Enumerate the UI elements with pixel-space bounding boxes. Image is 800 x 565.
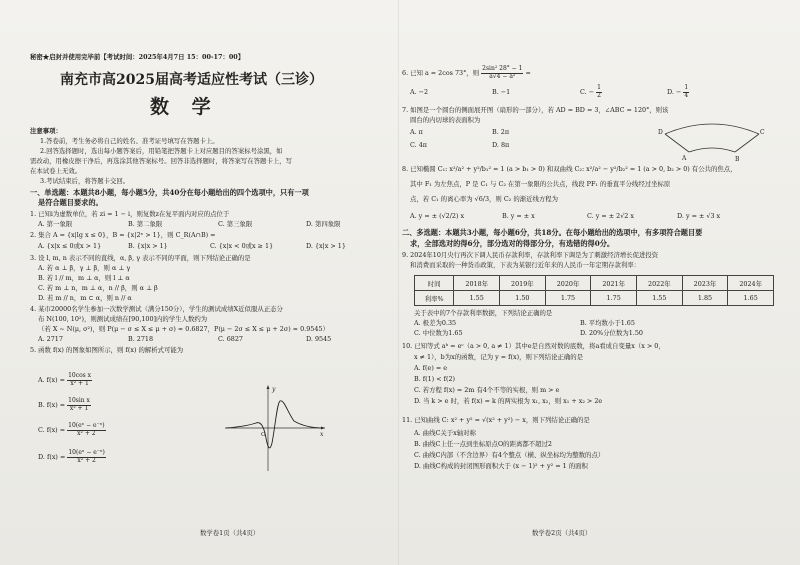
table-header-cell: 2020年: [545, 276, 591, 291]
q5-b-numerator: 10sin x: [68, 397, 90, 404]
q4-option: A. 2717: [38, 335, 63, 343]
q1-stem: 1. 已知i为虚数单位，若 zi = 1 − i，则复数z在复平面内对应的点位于: [30, 210, 230, 218]
q7-option: C. 4π: [410, 141, 427, 149]
q8-line: 点，若 C₁ 的离心率为 √6/3，则 C₂ 的渐近线方程为: [410, 195, 559, 203]
page-fold: [398, 0, 399, 565]
q6-stem: 6. 已知 a = 2cos 73°，则 $\frac{\text{2sin² 28° − 1}}{\text{a√4 − a²}}$ =: [402, 65, 531, 80]
q10-option: C. 若方程 f(x) = 2m 有4个不等的实根，则 m > e: [414, 386, 560, 394]
q8-option: B. y = ± x: [502, 212, 535, 220]
exam-title: 南充市高2025届高考适应性考试（三诊）: [60, 72, 323, 88]
q6-option-d: D. − $\frac{1}{4}$: [667, 84, 689, 99]
q11-option: B. 曲线C上任一点到坐标原点O的距离都不超过2: [414, 440, 552, 448]
page-right: [402, 0, 782, 565]
q3-stem: 3. 设 l, m, n 表示不同的直线，α, β, γ 表示不同的平面，则下列结论正确的是: [30, 254, 251, 262]
table-row: [415, 291, 774, 306]
q6-option: A. −2: [410, 88, 429, 96]
q3-option: D. 若 m // n，m ⊂ α，则 n // α: [38, 294, 132, 302]
q5-d-numerator: 10(eˣ − e⁻ˣ): [68, 449, 105, 456]
y-axis-label: y: [272, 386, 276, 393]
section1-heading: 是符合题目要求的。: [38, 198, 103, 207]
q9-line: 9. 2024年10月央行再次下调人民币存款利率，存款利率下调是为了刺激经济增长促进投资: [402, 251, 659, 259]
notes-line: 需改动，用橡皮擦干净后，再选涂其他答案标号。回答非选择题时，将答案写在答题卡上，写: [30, 157, 293, 165]
footer-left: 数学卷1页（共4页）: [200, 529, 260, 537]
label-d: D: [658, 129, 663, 136]
q9-option: C. 中位数为1.65: [414, 329, 463, 337]
q5-option-c: C. f(x) = $\frac{\text{10(eˣ − e⁻ˣ)}}{\text{x² + 2}}$: [38, 422, 105, 437]
q5-function-graph: [220, 383, 330, 473]
q4-line: 布 N(100, 10²)，则测试成绩在[90,100]内的学生人数约为: [38, 315, 208, 323]
q2-option: C. {x|x < 0或x ≥ 1}: [210, 242, 274, 250]
q8-option: D. y = ± √3 x: [677, 212, 721, 220]
q8-line: 其中 F₁ 为左焦点，P 是 C₁ 与 C₂ 在第一象限的公共点，线段 PF₁ 的垂直平分线经过坐标原: [410, 180, 671, 188]
q10-option: A. f(e) = e: [414, 364, 448, 372]
q6-denominator: a√4 − a²: [489, 72, 516, 80]
q2-option: A. {x|x ≤ 0或x > 1}: [38, 242, 102, 250]
q6-numerator: 2sin² 28° − 1: [482, 65, 523, 72]
q1-option: D. 第四象限: [306, 220, 341, 228]
q7-line: 圆台的内切球的表面积为: [410, 116, 481, 124]
q4-line: 4. 某市20000名学生参加一次数学测试（满分150分），学生的测试成绩X近似服从正态分: [30, 305, 283, 313]
q10-option: D. 当 k > e 时，若 f(x) = k 的两实根为 x₁, x₂，则 x₁ + x₂ > 2e: [414, 397, 603, 405]
q5-stem: 5. 函数 f(x) 的图象如图所示，则 f(x) 的解析式可能为: [30, 346, 184, 354]
q9-line: 和消费而采取的一种货币政策，下表为某银行近年来的人民币一年定期存款利率：: [410, 261, 641, 269]
q4-option: C. 6827: [218, 335, 243, 343]
table-header-cell: 2022年: [637, 276, 683, 291]
table-header-cell: 2023年: [682, 276, 728, 291]
q5-b-denominator: x² + 1: [69, 404, 89, 412]
origin-label: O: [261, 432, 266, 438]
q5-option-b: B. f(x) = $\frac{\text{10sin x}}{\text{x² + 1}}$: [38, 397, 90, 412]
q9-after: 关于表中的7个存款利率数据，下列结论正确的是: [414, 309, 553, 317]
q6-option: B. −1: [492, 88, 511, 96]
footer-right: 数学卷2页（共4页）: [532, 529, 592, 537]
q9-option: D. 20%分位数为1.50: [580, 329, 643, 337]
q10-line: 10. 已知等式 aᵇ = eᶜ（a > 0, a ≠ 1）其中e是自然对数的底数，将a看成自变量x（x > 0，: [402, 342, 665, 350]
section2-heading: 求，全部选对的得6分，部分选对的得部分分，有选错的得0分。: [410, 239, 615, 248]
q9-option: B. 平均数小于1.65: [580, 319, 635, 327]
q4-option: D. 9545: [306, 335, 332, 343]
q11-option: C. 曲线C内部（不含边界）有4个整点（横、纵坐标均为整数的点）: [414, 451, 605, 459]
notes-line: 1.答卷前，考生务必将自己的姓名、准考证号填写在答题卡上。: [40, 137, 219, 145]
table-header-cell: 2021年: [591, 276, 637, 291]
outer-arc: [665, 124, 759, 134]
q7-option: D. 8π: [492, 141, 510, 149]
q8-line: 8. 已知椭圆 C₁: x²/a² + y²/b₁² = 1 (a > b₁ > 0) 和双曲线 C₂: x²/a² − y²/b₂² = 1 (a > 0, b₂ > 0) 有公共的焦点，: [402, 165, 737, 173]
notes-heading: 注意事项：: [30, 127, 62, 135]
q3-option: C. 若 m ⊥ n，m ⊥ α，n // β，则 α ⊥ β: [38, 284, 158, 292]
subject-title: 数 学: [150, 96, 219, 118]
table-cell: 1.75: [545, 291, 591, 306]
table-cell: 1.55: [637, 291, 683, 306]
q7-option: A. π: [410, 128, 423, 136]
q2-stem: 2. 集合 A = {x|lg x ≤ 0}，B = {x|2ˣ > 1}，则 C_R(A∩B) =: [30, 231, 216, 239]
table-cell: 1.55: [454, 291, 500, 306]
q5-d-denominator: x² + 2: [77, 456, 96, 464]
q6-option-c: C. − $\frac{1}{2}$: [580, 84, 601, 99]
table-header-cell: 2024年: [728, 276, 774, 291]
q7-line: 7. 如图是一个圆台的侧面展开图（扇形的一部分），若 AD = BD = 3，∠ABC = 120°，则该: [402, 106, 669, 114]
q11-option: A. 曲线C关于x轴对称: [414, 429, 476, 437]
q7-sector-figure: [657, 120, 767, 165]
table-header-cell: 2018年: [454, 276, 500, 291]
notes-line: 在本试卷上无效。: [30, 167, 82, 175]
table-cell: 1.50: [500, 291, 546, 306]
q11-stem: 11. 已知曲线 C: x² + y² = √(x² + y²) − x，则下列结论正确的是: [402, 416, 590, 424]
q4-option: B. 2718: [128, 335, 154, 343]
function-curve: [226, 401, 324, 448]
table-cell: 1.65: [728, 291, 774, 306]
q1-option: C. 第三象限: [218, 220, 253, 228]
inner-arc: [689, 148, 735, 152]
x-axis-label: x: [320, 431, 324, 438]
q2-option: D. {x|x > 1}: [306, 242, 346, 250]
left-edge: [665, 134, 689, 152]
q10-line: x ≠ 1），b为x的函数，记为 y = f(x)，则下列结论正确的是: [414, 353, 584, 361]
q5-a-denominator: x² + 1: [70, 379, 89, 387]
q7-option: B. 2π: [492, 128, 510, 136]
q11-option: D. 曲线C构成的封闭图形面积大于 (x − 1)² + y² = 1 的面积: [414, 462, 588, 470]
q10-option: B. f(1) < f(2): [414, 375, 456, 383]
interest-rate-table: [414, 275, 774, 306]
page-left: [30, 0, 395, 565]
label-b: B: [735, 156, 740, 163]
q8-option: C. y = ± 2√2 x: [587, 212, 634, 220]
q5-a-numerator: 10cos x: [68, 372, 92, 379]
notes-line: 3.考试结束后，将答题卡交回。: [40, 177, 130, 185]
q1-option: A. 第一象限: [38, 220, 73, 228]
q4-line: （若 X ~ N(μ, σ²)，则 P(μ − σ ≤ X ≤ μ + σ) ≈ 0.6827，P(μ − 2σ ≤ X ≤ μ + 2σ) ≈ 0.9545）: [38, 325, 329, 333]
y-axis-arrow: [267, 385, 270, 389]
q3-option: B. 若 l // m，m ⊥ α，则 l ⊥ α: [38, 274, 130, 282]
section2-heading: 二、多选题：本题共3小题，每小题6分，共18分。在每小题给出的选项中，有多项符合题目要: [402, 228, 703, 237]
q3-option: A. 若 α ⊥ β，γ ⊥ β，则 α ⊥ γ: [38, 264, 131, 272]
right-edge: [735, 134, 759, 152]
table-header-cell: 2019年: [500, 276, 546, 291]
table-cell: 1.85: [682, 291, 728, 306]
q1-option: B. 第二象限: [128, 220, 163, 228]
label-c: C: [760, 129, 765, 136]
label-a: A: [682, 155, 687, 162]
q5-c-numerator: 10(eˣ − e⁻ˣ): [68, 422, 105, 429]
q9-option: A. 极差为0.35: [414, 319, 457, 327]
q5-option-d: D. f(x) = $\frac{\text{10(eˣ − e⁻ˣ)}}{\text{x² + 2}}$: [38, 449, 105, 464]
table-row-label: 利率%: [415, 291, 454, 306]
q5-c-denominator: x² + 2: [77, 429, 96, 437]
notes-line: 2.回答选择题时，选出每小题答案后，用铅笔把答题卡上对应题目的答案标号涂黑，如: [40, 147, 283, 155]
q5-option-a: A. f(x) = $\frac{\text{10cos x}}{\text{x² + 1}}$: [38, 372, 92, 387]
secret-header: 秘密★启封并使用完毕前【考试时间：2025年4月7日 15：00-17：00】: [30, 53, 245, 61]
q2-option: B. {x|x > 1}: [128, 242, 168, 250]
table-header-cell: 时间: [415, 276, 454, 291]
table-cell: 1.75: [591, 291, 637, 306]
table-row: [415, 276, 774, 291]
q8-option: A. y = ± (√2/2) x: [410, 212, 465, 220]
section1-heading: 一、单选题：本题共8小题，每小题5分，共40分在每小题给出的四个选项中，只有一项: [30, 188, 309, 197]
